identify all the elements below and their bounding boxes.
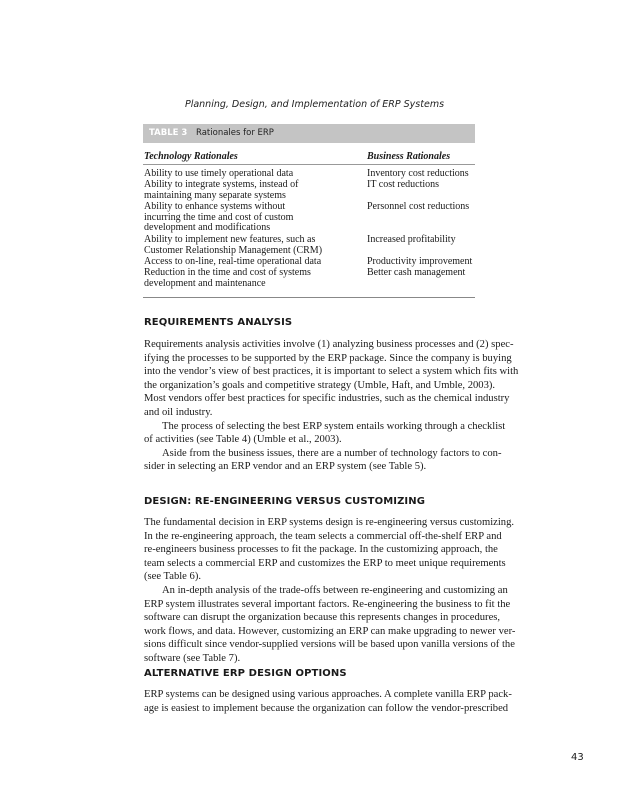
table-cell-business: IT cost reductions <box>367 179 440 190</box>
section-heading: ALTERNATIVE ERP DESIGN OPTIONS <box>144 668 347 679</box>
table-cell-business: Personnel cost reductions <box>367 201 470 212</box>
section-body: Requirements analysis activities involve (1) analyzing business processes and (2) spec- ifying the processes to be supported by the ERP package. Since the company is buying into the vendor’s view of best practices, it is important to select a system which fits with the organization’s goals and competitive strategy (Umble, Haft, and Umble, 2003). Most vendors offer best practices for specific industries, such as the chemical industry and oil industry. The process of selecting the best ERP system entails working through a checklist of activities (see Table 4) (Umble et al., 2003). Aside from the business issues, there are a number of technology factors to con- sider in selecting an ERP vendor and an ERP system (see Table 5). <box>144 339 519 473</box>
table-cell-tech: Access to on-line, real-time operational data <box>144 256 322 267</box>
table-caption-bar <box>143 124 475 143</box>
section-body: The fundamental decision in ERP systems design is re-engineering versus customizing. In the re-engineering approach, the team selects a commercial off-the-shelf ERP and re-engineers business processes to fit the package. In the customizing approach, the team selects a commercial ERP and customizes the ERP to meet unique requirements (see Table 6). An in-depth analysis of the trade-offs between re-engineering and customizing an ERP system illustrates several important factors. Re-engineering the business to fit the software can disrupt the organization because this represents changes in procedures, work flows, and data. However, customizing an ERP can make upgrading to newer ver- sions difficult since vendor-supplied versions will be based upon vanilla versions of the software (see Table 7). <box>144 517 516 664</box>
table-cell-business: Better cash management <box>367 267 466 278</box>
section-heading: DESIGN: RE-ENGINEERING VERSUS CUSTOMIZING <box>144 496 426 507</box>
table-cell-tech: Ability to implement new features, such as Customer Relationship Management (CRM) <box>144 234 323 256</box>
table-cell-tech: Ability to use timely operational data <box>144 168 294 179</box>
table-cell-tech: Ability to integrate systems, instead of maintaining many separate systems <box>144 179 299 201</box>
table-bottom-rule <box>143 297 475 298</box>
page-number: 43 <box>571 752 584 763</box>
table-cell-business: Increased profitability <box>367 234 456 245</box>
section-body: ERP systems can be designed using various approaches. A complete vanilla ERP pack- age is easiest to implement because the organization can follow the vendor-prescribed <box>144 689 512 714</box>
table-cell-business: Inventory cost reductions <box>367 168 469 179</box>
table-header-rule <box>143 164 475 165</box>
section-heading: REQUIREMENTS ANALYSIS <box>144 317 293 328</box>
running-header: Planning, Design, and Implementation of ERP Systems <box>184 99 445 110</box>
table-cell-tech: Reduction in the time and cost of systems development and maintenance <box>144 267 311 289</box>
table-cell-tech: Ability to enhance systems without incurring the time and cost of custom development and modifications <box>144 201 294 233</box>
column-header-business: Business Rationales <box>367 151 451 162</box>
column-header-technology: Technology Rationales <box>144 151 238 162</box>
table-cell-business: Productivity improvement <box>367 256 473 267</box>
table-label: TABLE 3 <box>149 128 188 138</box>
table-title: Rationales for ERP <box>196 128 274 138</box>
